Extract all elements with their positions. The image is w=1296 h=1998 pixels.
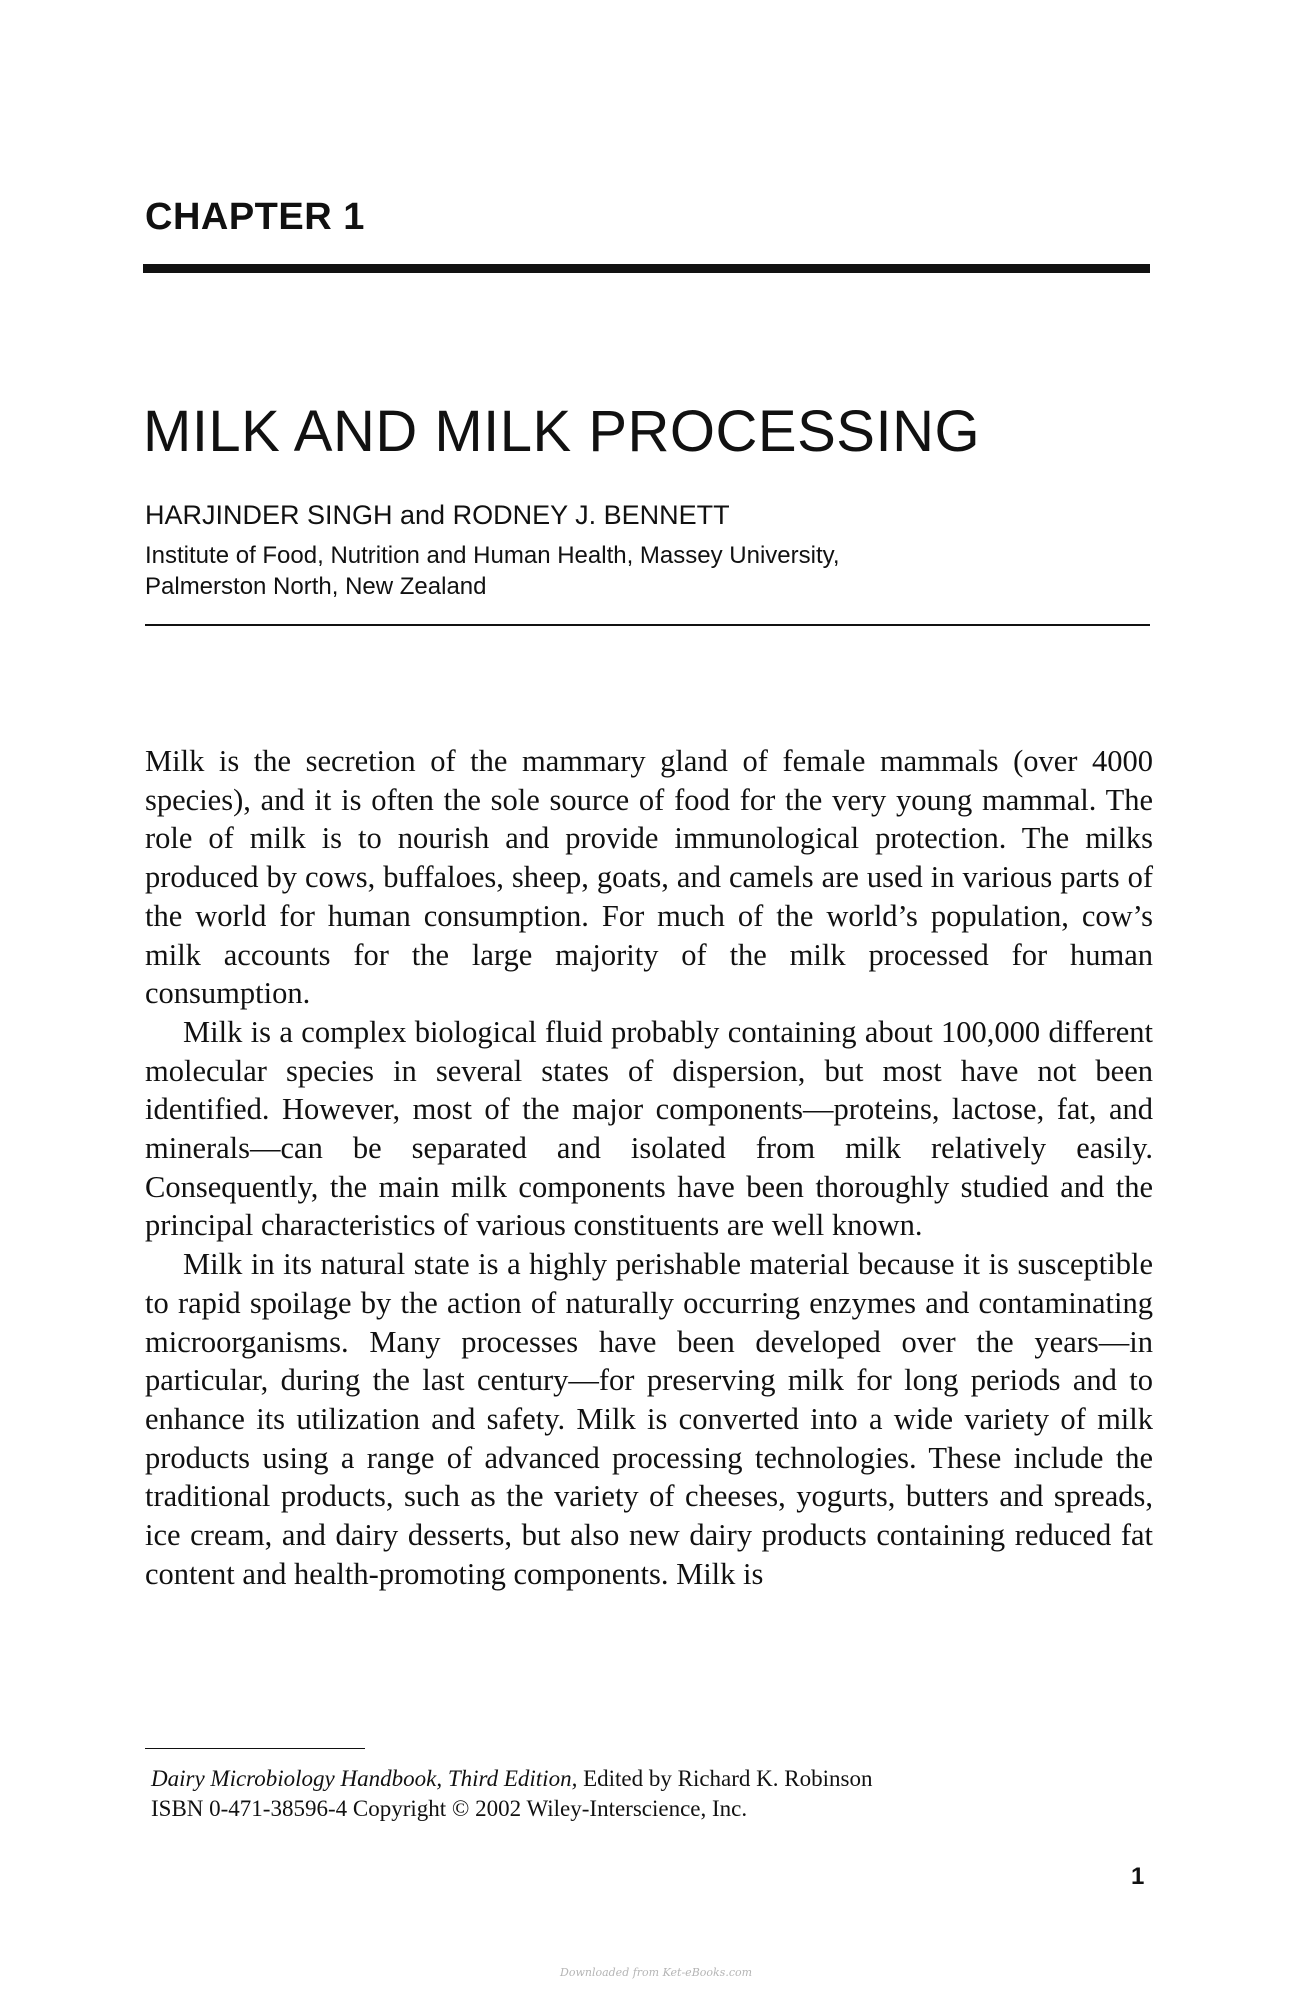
authors: HARJINDER SINGH and RODNEY J. BENNETT bbox=[145, 500, 730, 530]
chapter-rule bbox=[143, 264, 1150, 273]
paragraph-3: Milk in its natural state is a highly perishable material because it is susceptible to rapid spoilage by the action of naturally occurring enzymes and contaminating microorganisms. Many processes have been developed over the years—in particular, during the last century—for preserving milk for long periods and to enhance its utilization and safety. Milk is converted into a wide variety of milk products using a range of advanced processing technologies. These include the traditional products, such as the variety of cheeses, yogurts, butters and spreads, ice cream, and dairy desserts, but also new dairy products containing reduced fat content and health-promoting components. Milk is bbox=[145, 1247, 1153, 1591]
page-number: 1 bbox=[1131, 1863, 1145, 1890]
isbn-copyright: ISBN 0-471-38596-4 Copyright © 2002 Wiley-Interscience, Inc. bbox=[151, 1796, 748, 1821]
chapter-title: MILK AND MILK PROCESSING bbox=[143, 399, 981, 464]
footnote-rule bbox=[145, 1748, 365, 1749]
affiliation-line-1: Institute of Food, Nutrition and Human Health, Massey University, bbox=[145, 542, 840, 569]
footnote-citation bbox=[151, 1764, 872, 1794]
paragraph-2: Milk is a complex biological fluid probably containing about 100,000 different molecular species in several states of dispersion, but most have not been identified. However, most of the major components—proteins, lactose, fat, and minerals—can be separated and isolated from milk relatively easily. Consequently, the main milk components have been thoroughly studied and the principal characteristics of various constituents are well known. bbox=[145, 1014, 1153, 1243]
affiliation-line-2: Palmerston North, New Zealand bbox=[145, 573, 487, 600]
book-title: Dairy Microbiology Handbook, Third Edition, bbox=[151, 1766, 578, 1791]
footnote bbox=[151, 1764, 872, 1824]
watermark: Downloaded from Ket-eBooks.com bbox=[560, 1966, 753, 1979]
affiliation bbox=[145, 540, 1145, 602]
header-rule bbox=[145, 624, 1150, 626]
paragraph-1: Milk is the secretion of the mammary gland of female mammals (over 4000 species), and it is often the sole source of food for the very young mammal. The role of milk is to nourish and provide immunological protection. The milks produced by cows, buffaloes, sheep, goats, and camels are used in various parts of the world for human consumption. For much of the world’s population, cow’s milk accounts for the large majority of the milk processed for human consumption. bbox=[145, 744, 1153, 1011]
body-text bbox=[145, 742, 1153, 1593]
book-editor: Edited by Richard K. Robinson bbox=[577, 1766, 873, 1791]
chapter-label: CHAPTER 1 bbox=[145, 196, 365, 238]
